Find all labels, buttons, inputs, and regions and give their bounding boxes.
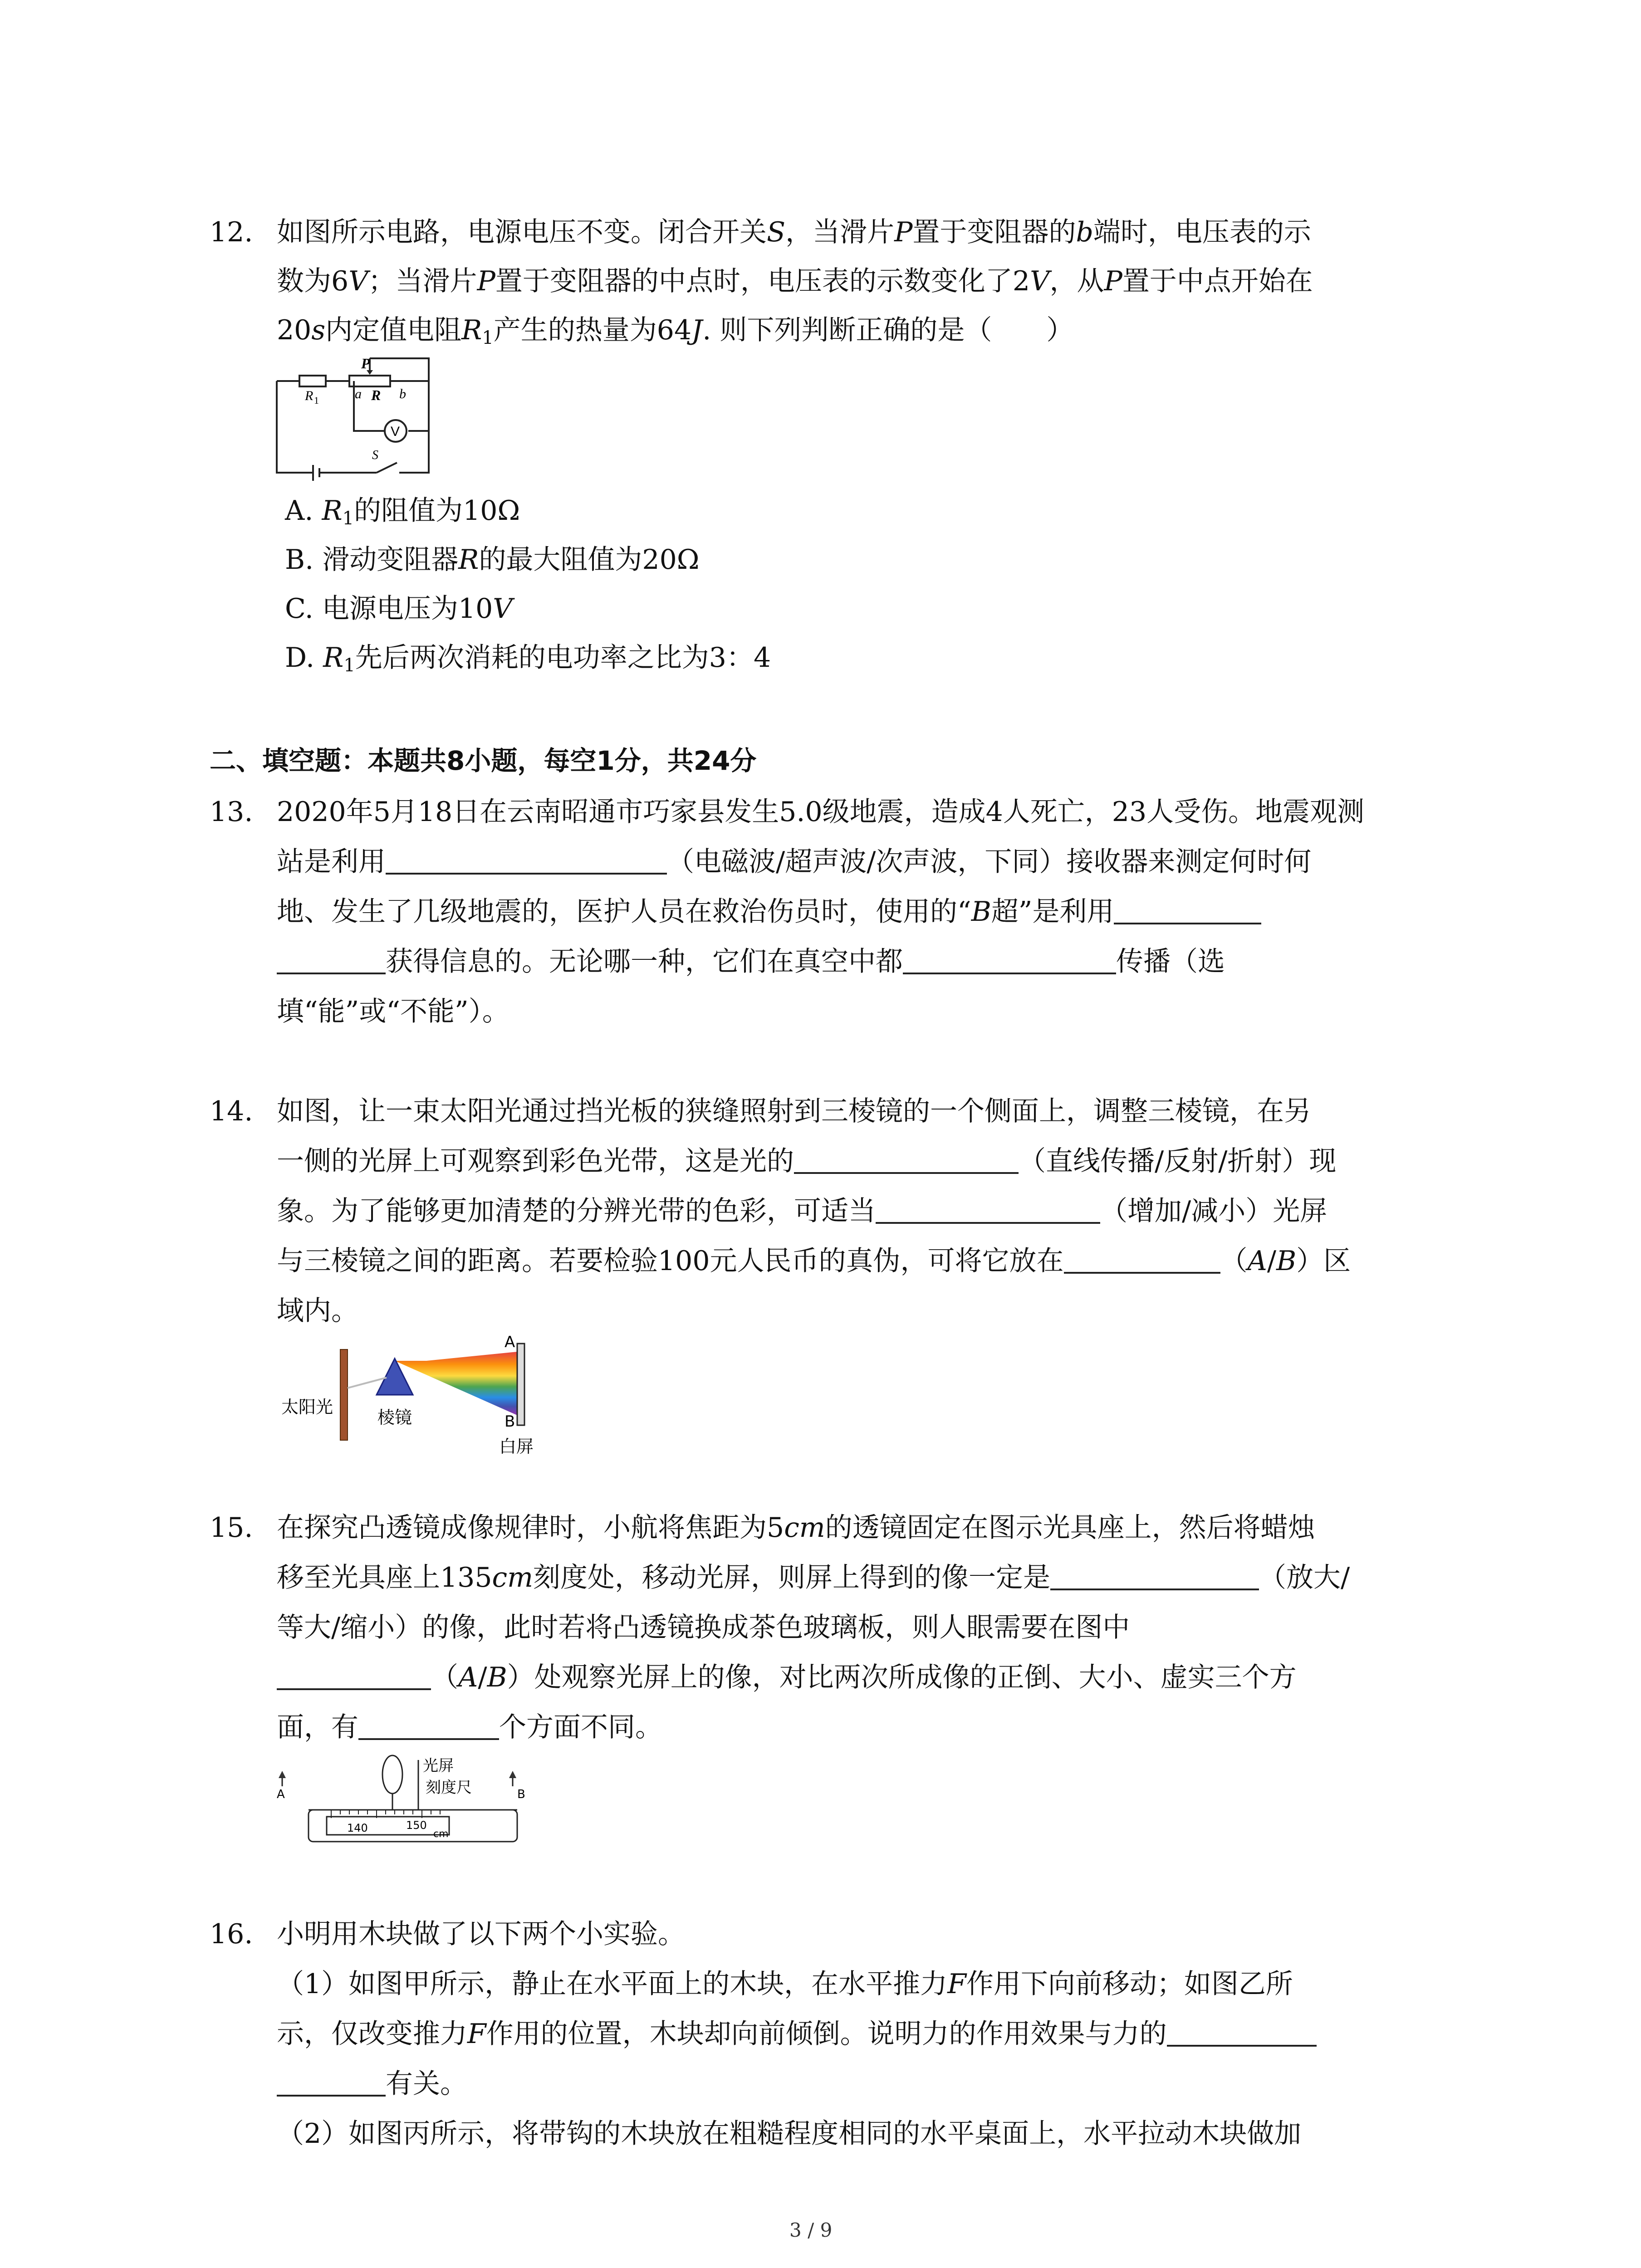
text-run: . 则下列判断正确的是（ ） [702,314,1074,346]
circuit-label-b: b [399,386,406,401]
q12-option-d [285,644,771,675]
q16-line-1: 小明用木块做了以下两个小实验。 [277,1918,685,1950]
text-run: 如图所示电路，电源电压不变。闭合开关 [277,216,767,248]
subscript-text: 1 [342,508,354,529]
q14-text: 象。为了能够更加清楚的分辨光带的色彩，可适当 [277,1195,876,1227]
q14-text: （ [1220,1245,1248,1277]
q13-text-italic: B [971,896,991,928]
text-run: 产生的热量为64 [493,314,692,346]
text-run: 置于变阻器的中点时，电压表的示数变化了2 [495,265,1030,297]
text-run: 置于中点开始在 [1122,265,1313,297]
q15-text: 的透镜固定在图示光具座上，然后将蜡烛 [825,1512,1315,1544]
italic-text: R [322,495,343,527]
q15-line-1 [277,1512,1315,1544]
italic-text: P [477,265,495,297]
fig-tick-150: 150 [406,1819,427,1832]
q16-text-italic: F [467,2018,486,2050]
q12-option-b [285,544,700,576]
text-run: A. [285,495,322,527]
q14-text: （直线传播/反射/折射）现 [1019,1145,1337,1177]
answer-blank[interactable] [358,1716,499,1740]
q15-text: 刻度处，移动光屏，则屏上得到的像一定是 [533,1562,1051,1593]
italic-text: b [1076,216,1093,248]
italic-text: V [348,265,368,297]
answer-blank[interactable] [903,951,1116,974]
q16-text: 有关。 [386,2068,467,2100]
q14-line-2 [277,1145,1337,1177]
circuit-label-r: R [371,387,381,403]
q15-line-5 [277,1711,662,1743]
q15-text: 个方面不同。 [499,1711,662,1743]
q15-text: （放大/ [1259,1562,1350,1593]
italic-text: V [493,593,513,625]
circuit-label-p: P [361,355,370,371]
q14-number: 14. [210,1095,253,1127]
q14-prism-diagram [272,1334,563,1470]
q13-text: 超”是利用 [991,896,1114,928]
answer-blank[interactable] [794,1150,1019,1174]
fig-tick-140: 140 [347,1822,368,1834]
q13-text: 传播（选 [1116,946,1225,978]
q15-text: ）处观察光屏上的像，对比两次所成像的正倒、大小、虚实三个方 [507,1662,1297,1693]
q15-text: 面，有 [277,1711,358,1743]
q13-text: 站是利用 [277,846,386,878]
q15-text: / [478,1662,487,1693]
circuit-label-v: V [391,424,400,439]
answer-blank[interactable] [386,851,667,875]
q16-number: 16. [210,1918,253,1950]
answer-blank[interactable] [277,2073,386,2097]
q16-text: 作用的位置，木块却向前倾倒。说明力的作用效果与力的 [486,2018,1167,2050]
italic-text: s [311,314,326,346]
fig-label-screen: 白屏 [499,1437,534,1457]
q14-text: （增加/减小）光屏 [1100,1195,1327,1227]
text-run: 数为6 [277,265,349,297]
q12-line-2 [277,265,1313,297]
answer-blank[interactable] [277,951,386,974]
q15-text-italic: cm [492,1562,534,1593]
q12-circuit-diagram [272,354,445,485]
answer-blank[interactable] [277,1667,431,1690]
q15-text: 移至光具座上135 [277,1562,492,1593]
q15-line-4 [277,1664,1297,1691]
q14-line-1: 如图，让一束太阳光通过挡光板的狭缝照射到三棱镜的一个侧面上，调整三棱镜，在另 [277,1095,1311,1127]
circuit-label-r1: R [305,388,314,403]
answer-blank[interactable] [1114,901,1261,924]
q16-text-italic: F [947,1968,966,2000]
italic-text: R [323,642,344,674]
subscript-text: 1 [343,655,355,676]
q14-text-italic: B [1276,1245,1297,1277]
fig-label-b: B [505,1413,515,1431]
text-run: ，当滑片 [785,216,895,248]
text-run: C. 电源电压为10 [285,593,493,625]
answer-blank[interactable] [1050,1567,1259,1590]
text-run: 20 [277,314,312,346]
text-run: D. [285,642,323,674]
q13-text: （电磁波/超声波/次声波，下同）接收器来测定何时何 [667,846,1312,878]
q15-text: （ [431,1662,458,1693]
q13-number: 13. [210,796,253,828]
section-2-heading: 二、填空题：本题共8小题，每空1分，共24分 [210,745,757,776]
q12-number: 12. [210,216,253,248]
italic-text: P [1104,265,1122,297]
q14-text: / [1267,1245,1277,1277]
fig-label-screen: 光屏 [423,1757,454,1775]
q16-line-2 [277,1970,1293,1998]
italic-text: V [1030,265,1050,297]
fig-label-prism: 棱镜 [377,1408,412,1427]
fig-label-ruler: 刻度尺 [426,1779,472,1797]
q13-line-3 [277,896,1261,928]
text-run: 先后两次消耗的电功率之比为3：4 [355,642,771,674]
circuit-label-a: a [355,386,362,401]
q15-line-3: 等大/缩小）的像，此时若将凸透镜换成茶色玻璃板，则人眼需要在图中 [277,1612,1130,1643]
text-run: B. 滑动变阻器 [285,544,459,576]
subscript-text: 1 [482,327,494,348]
q15-optical-bench-diagram [272,1751,526,1864]
q13-line-4 [277,946,1225,978]
text-run: 的最大阻值为20Ω [479,544,700,576]
answer-blank[interactable] [876,1200,1100,1224]
italic-text: J [691,314,703,346]
q13-text: 地、发生了几级地震的，医护人员在救治伤员时，使用的“ [277,896,971,928]
q14-text: 与三棱镜之间的距离。若要检验100元人民币的真伪，可将它放在 [277,1245,1064,1277]
q14-line-3 [277,1195,1327,1227]
answer-blank[interactable] [1167,2023,1317,2047]
text-run: 端时，电压表的示 [1093,216,1311,248]
fig-label-b: B [517,1788,525,1801]
q13-text: 获得信息的。无论哪一种，它们在真空中都 [386,946,903,978]
q15-text-italic: cm [784,1512,825,1544]
italic-text: R [461,314,482,346]
page-number: 3 / 9 [789,2219,833,2241]
q14-line-4 [277,1247,1351,1275]
q16-text: （1）如图甲所示，静止在水平面上的木块，在水平推力 [277,1968,948,2000]
q12-option-c [285,593,513,625]
q15-text-italic: B [487,1662,507,1693]
q14-text: ）区 [1296,1245,1351,1277]
fig-label-sun: 太阳光 [281,1397,333,1417]
circuit-label-s: S [372,448,378,462]
fig-label-a: A [505,1334,515,1351]
q15-number: 15. [210,1512,253,1544]
fig-label-a: A [277,1788,285,1801]
q12-option-a [285,497,520,528]
q14-text-italic: A [1247,1245,1267,1277]
q12-line-1 [277,216,1311,248]
q13-line-1: 2020年5月18日在云南昭通市巧家县发生5.0级地震，造成4人死亡，23人受伤。地震观测 [277,796,1365,828]
italic-text: P [894,216,913,248]
q12-line-3 [277,314,1074,348]
circuit-label-r1-sub: 1 [314,395,319,406]
text-run: 置于变阻器的 [912,216,1076,248]
q13-line-2 [277,846,1312,878]
text-run: ，从 [1049,265,1104,297]
q16-text: 作用下向前移动；如图乙所 [966,1968,1293,2000]
q13-line-5: 填“能”或“不能”）。 [277,996,509,1027]
q15-text-italic: A [458,1662,478,1693]
q16-text: 示，仅改变推力 [277,2018,467,2050]
text-run: 的阻值为10Ω [354,495,520,527]
answer-blank[interactable] [1064,1250,1220,1274]
q16-line-5: （2）如图丙所示，将带钩的木块放在粗糙程度相同的水平桌面上，水平拉动木块做加 [277,2118,1302,2150]
q14-text: 一侧的光屏上可观察到彩色光带，这是光的 [277,1145,794,1177]
q16-line-4 [277,2068,467,2100]
italic-text: S [767,216,786,248]
q16-line-3 [277,2020,1317,2048]
q15-line-2 [277,1564,1350,1591]
text-run: ；当滑片 [368,265,477,297]
q15-text: 在探究凸透镜成像规律时，小航将焦距为5 [277,1512,784,1544]
text-run: 内定值电阻 [325,314,462,346]
fig-unit-cm: cm [433,1828,449,1840]
q14-line-5: 域内。 [277,1295,358,1327]
italic-text: R [458,544,479,576]
